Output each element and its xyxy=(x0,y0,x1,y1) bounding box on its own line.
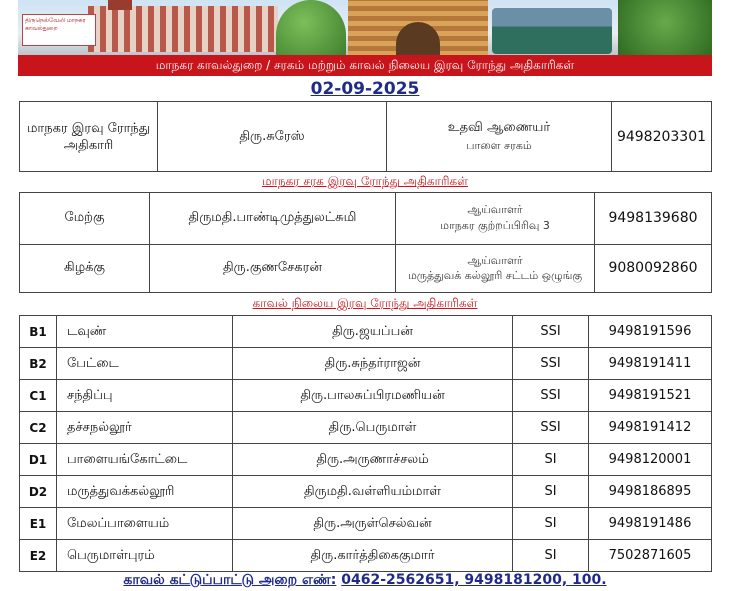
header-banner-image xyxy=(18,0,712,56)
officer-name-cell: திரு.குணசேகரன் xyxy=(150,244,396,292)
control-room-footer xyxy=(0,572,730,590)
table-row xyxy=(20,444,712,476)
station-name: பாளையங்கோட்டை xyxy=(57,444,233,476)
table-row xyxy=(20,380,712,412)
designation-cell: ஆய்வாளர் மருத்துவக் கல்லூரி சட்டம் ஒழுங்கு xyxy=(396,244,595,292)
officer-rank: SI xyxy=(513,444,589,476)
station-code: C1 xyxy=(20,380,57,412)
city-officer-phone: 9498203301 xyxy=(612,102,712,172)
officer-phone: 9498191486 xyxy=(589,508,712,540)
designation-cell: ஆய்வாளர் மாநகர குற்றப்பிரிவு 3 xyxy=(396,193,595,245)
officer-phone: 7502871605 xyxy=(589,540,712,572)
range-officers-table xyxy=(19,192,712,293)
station-code: B1 xyxy=(20,316,57,348)
table-row xyxy=(20,193,712,245)
officer-phone: 9498191411 xyxy=(589,348,712,380)
station-code: B2 xyxy=(20,348,57,380)
temple-illustration xyxy=(348,0,488,56)
station-code: E2 xyxy=(20,540,57,572)
officer-phone: 9498191412 xyxy=(589,412,712,444)
station-name: மேலப்பாளையம் xyxy=(57,508,233,540)
station-name: டவுண் xyxy=(57,316,233,348)
tree-illustration xyxy=(276,0,346,56)
station-code: E1 xyxy=(20,508,57,540)
control-room-label: காவல் கட்டுப்பாட்டு அறை எண்: xyxy=(123,572,337,588)
officer-name: திருமதி.வள்ளியம்மாள் xyxy=(233,476,513,508)
table-row xyxy=(20,540,712,572)
station-section-title: காவல் நிலைய இரவு ரோந்து அதிகாரிகள் xyxy=(252,296,478,310)
zone-cell: கிழக்கு xyxy=(20,244,150,292)
officer-rank: SI xyxy=(513,508,589,540)
officer-rank: SSI xyxy=(513,412,589,444)
officer-phone: 9498191521 xyxy=(589,380,712,412)
station-name: பெருமாள்புரம் xyxy=(57,540,233,572)
tree-illustration xyxy=(618,0,712,56)
zone-cell: மேற்கு xyxy=(20,193,150,245)
city-officer-name: திரு.சுரேஸ் xyxy=(158,102,387,172)
table-row xyxy=(20,508,712,540)
station-name: சந்திப்பு xyxy=(57,380,233,412)
phone-cell: 9080092860 xyxy=(595,244,712,292)
officer-rank: SSI xyxy=(513,348,589,380)
officer-rank: SSI xyxy=(513,380,589,412)
police-logo: திருநெல்வேலி மாநகர காவல்துறை xyxy=(22,14,96,46)
officer-rank: SI xyxy=(513,476,589,508)
officer-name: திரு.அருணாச்சலம் xyxy=(233,444,513,476)
building-illustration xyxy=(88,6,278,52)
station-name: தச்சநல்லூர் xyxy=(57,412,233,444)
table-row xyxy=(20,476,712,508)
table-row xyxy=(20,412,712,444)
table-row xyxy=(20,348,712,380)
officer-name: திரு.ஜயப்பன் xyxy=(233,316,513,348)
officer-name-cell: திருமதி.பாண்டிமுத்துலட்சுமி xyxy=(150,193,396,245)
city-officer-designation: உதவி ஆணையர் பாளை சரகம் xyxy=(387,102,612,172)
station-code: D1 xyxy=(20,444,57,476)
control-room-numbers: 0462-2562651, 9498181200, 100. xyxy=(341,572,607,588)
range-section-title: மாநகர சரக இரவு ரோந்து அதிகாரிகள் xyxy=(262,174,468,188)
bus-illustration xyxy=(492,8,612,54)
officer-name: திரு.சுந்தர்ராஜன் xyxy=(233,348,513,380)
officer-name: திரு.பாலசுப்பிரமணியன் xyxy=(233,380,513,412)
table-row xyxy=(20,244,712,292)
officer-phone: 9498191596 xyxy=(589,316,712,348)
city-night-officer-table xyxy=(19,101,712,172)
station-officers-table xyxy=(19,315,712,572)
officer-name: திரு.அருள்செல்வன் xyxy=(233,508,513,540)
phone-cell: 9498139680 xyxy=(595,193,712,245)
city-officer-role: மாநகர இரவு ரோந்து அதிகாரி xyxy=(20,102,158,172)
officer-name: திரு.பெருமாள் xyxy=(233,412,513,444)
officer-phone: 9498120001 xyxy=(589,444,712,476)
officer-name: திரு.கார்த்திகைகுமார் xyxy=(233,540,513,572)
station-name: பேட்டை xyxy=(57,348,233,380)
station-code: D2 xyxy=(20,476,57,508)
report-date: 02-09-2025 xyxy=(310,79,420,99)
station-name: மருத்துவக்கல்லூரி xyxy=(57,476,233,508)
table-row xyxy=(20,316,712,348)
officer-phone: 9498186895 xyxy=(589,476,712,508)
station-code: C2 xyxy=(20,412,57,444)
officer-rank: SI xyxy=(513,540,589,572)
officer-rank: SSI xyxy=(513,316,589,348)
banner-title: மாநகர காவல்துறை / சரகம் மற்றும் காவல் நிலைய இரவு ரோந்து அதிகாரிகள் xyxy=(18,55,712,76)
